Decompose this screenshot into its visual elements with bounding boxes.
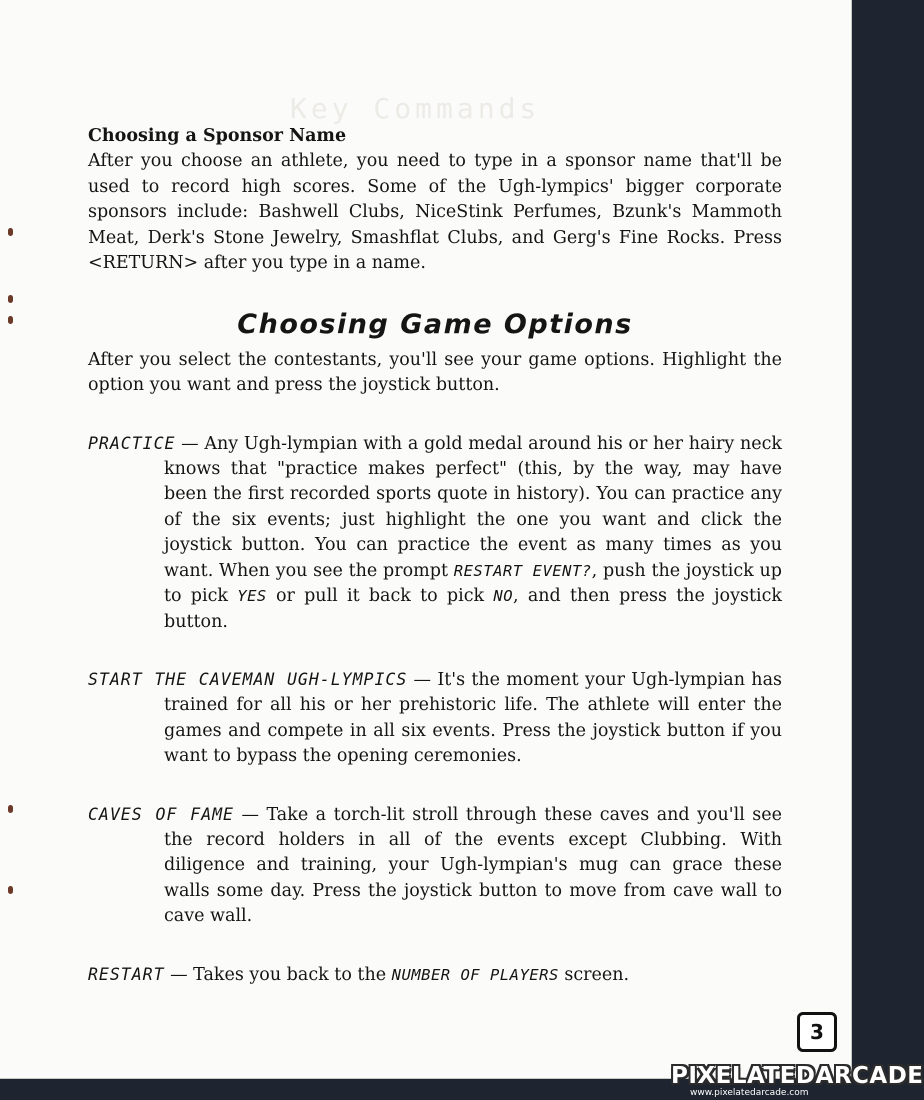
option-name: START THE CAVEMAN UGH-LYMPICS: [88, 669, 408, 689]
show-through-heading: Key Commands: [290, 92, 541, 125]
option-text: or pull it back to pick: [266, 586, 494, 607]
option-text: screen.: [558, 964, 630, 985]
option-practice: [88, 431, 782, 635]
option-text: — It's the moment your Ugh-lympian has trained for all his or her prehistoric life. The athlete will enter the games and compete in all six events. Press the joystick button if you want to bypass the opening ceremonies.: [164, 669, 782, 767]
watermark-logo: PIXELATEDARCADE: [671, 1063, 924, 1089]
option-text: , push the joystick up to pick: [164, 560, 782, 607]
page-number: 3: [797, 1012, 837, 1052]
binding-hole: [8, 805, 13, 813]
binding-hole: [8, 228, 13, 236]
prompt-yes: YES: [237, 587, 267, 606]
option-text: — Takes you back to the: [164, 964, 392, 985]
option-start-games: [88, 667, 782, 770]
binding-hole: [8, 295, 13, 303]
option-name: PRACTICE: [88, 433, 176, 453]
screen-name-number-of-players: NUMBER OF PLAYERS: [391, 965, 559, 984]
option-text: — Take a torch-lit stroll through these caves and you'll see the record holders in all of the events except Clubbing. With diligence and training, your Ugh-lympian's mug can grace these walls some day. Press the joystick button to move from cave wall to cave wall.: [164, 804, 782, 927]
binding-hole: [8, 886, 13, 894]
option-text: , and then press the joystick button.: [164, 586, 782, 632]
section-title: Choosing Game Options: [237, 309, 633, 341]
options-intro: After you select the contestants, you'll see your game options. Highlight the option you want and press the joystick button.: [88, 349, 782, 396]
option-name: RESTART: [88, 964, 165, 984]
option-text: — Any Ugh-lympian with a gold medal around his or her hairy neck knows that "practice makes perfect" (this, by the way, may have been the first recorded sports quote in history). You can practice any of the six events; just highlight the one you want and click the joystick button. You can practice the event as many times as you want. When you see the prompt: [164, 433, 782, 581]
option-caves-of-fame: [88, 802, 782, 930]
option-restart: [88, 962, 782, 988]
page-content: [88, 124, 782, 988]
prompt-no: NO: [493, 587, 514, 606]
sponsor-heading: Choosing a Sponsor Name: [88, 126, 347, 146]
binding-hole: [8, 316, 13, 324]
sponsor-paragraph: After you choose an athlete, you need to type in a sponsor name that'll be used to record high scores. Some of the Ugh-lympics' bigger corporate sponsors include: Bashwell Clubs, NiceStink Perfumes, Bzunk's Mammoth Meat, Derk's Stone Jewelry, Smashflat Clubs, and Gerg's Fine Rocks. Press <RETURN> after you type in a name.: [88, 151, 782, 274]
option-name: CAVES OF FAME: [88, 804, 234, 824]
prompt-restart-event: RESTART EVENT?: [453, 561, 592, 580]
watermark-url: www.pixelatedarcade.com: [690, 1088, 809, 1098]
